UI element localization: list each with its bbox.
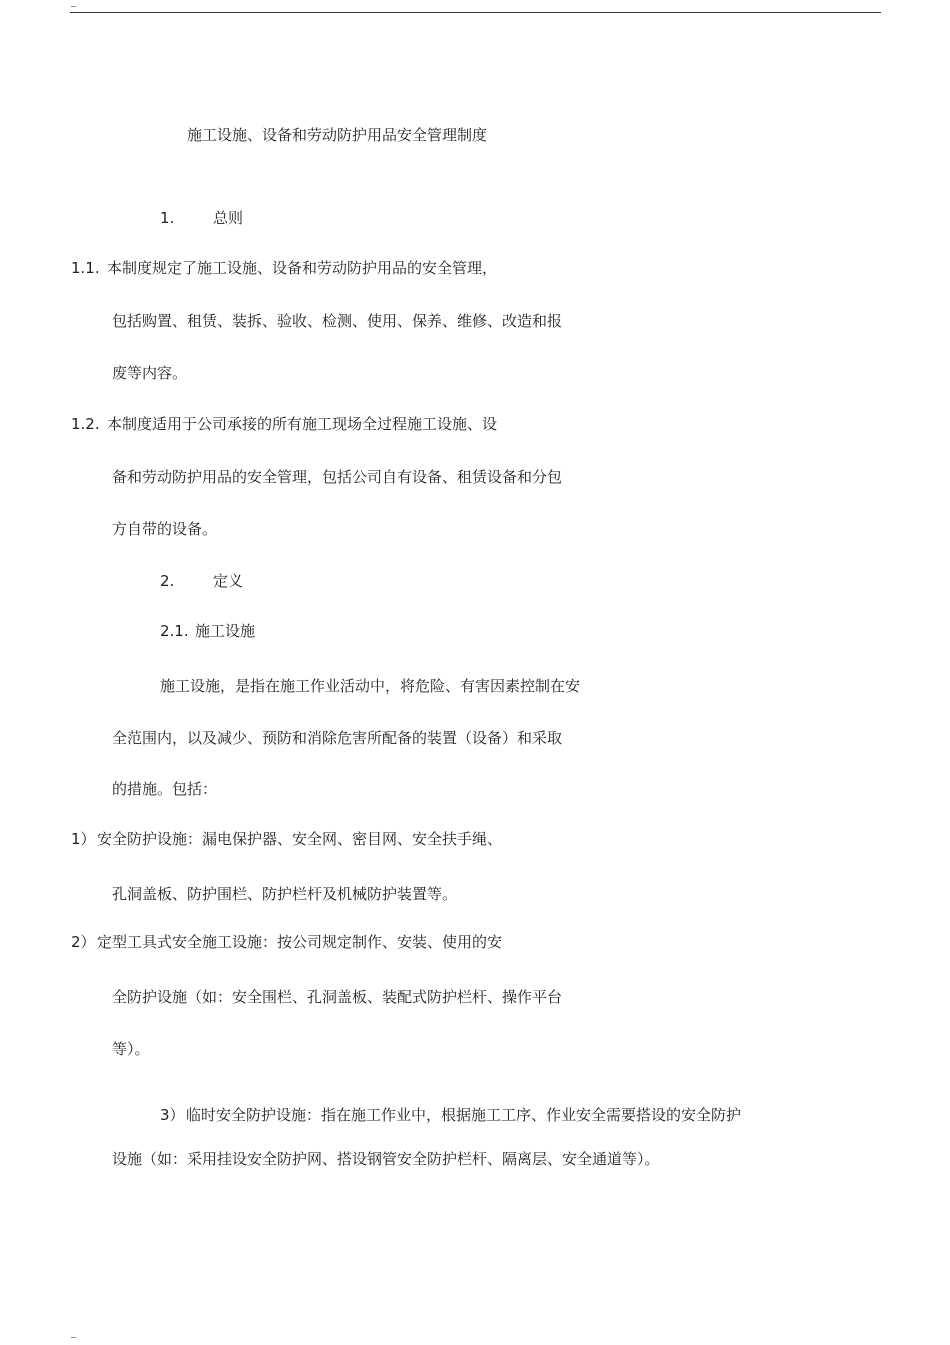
section-title: 总则 (213, 209, 244, 227)
definition-line-2: 全范围内，以及减少、预防和消除危害所配备的装置（设备）和采取 (112, 729, 563, 747)
section-1-heading (160, 208, 243, 228)
item-text: 安全防护设施：漏电保护器、安全网、密目网、安全扶手绳、 (97, 830, 503, 848)
clause-number: 1.1. (71, 259, 100, 277)
header-rule (70, 12, 881, 13)
item-number: 2） (71, 933, 96, 951)
list-item-1-line-1 (71, 829, 502, 849)
page-corner-mark-top (71, 6, 76, 7)
definition-line-1: 施工设施，是指在施工作业活动中，将危险、有害因素控制在安 (160, 677, 581, 695)
document-title: 施工设施、设备和劳动防护用品安全管理制度 (187, 126, 488, 144)
item-text: 临时安全防护设施：指在施工作业中，根据施工工序、作业安全需要搭设的安全防护 (186, 1106, 742, 1124)
clause-1-2-line-3: 方自带的设备。 (112, 520, 218, 538)
clause-1-2-line-2: 备和劳动防护用品的安全管理，包括公司自有设备、租赁设备和分包 (112, 468, 563, 486)
section-number: 1. (160, 209, 175, 227)
subsection-number: 2.1. (160, 622, 189, 640)
item-text: 定型工具式安全施工设施：按公司规定制作、安装、使用的安 (97, 933, 503, 951)
clause-1-1-line-3: 废等内容。 (112, 364, 188, 382)
list-item-3-line-2: 设施（如：采用挂设安全防护网、搭设钢管安全防护栏杆、隔离层、安全通道等）。 (112, 1150, 660, 1168)
clause-number: 1.2. (71, 415, 100, 433)
clause-text: 本制度适用于公司承接的所有施工现场全过程施工设施、设 (107, 415, 498, 433)
section-number: 2. (160, 572, 175, 590)
section-title: 定义 (213, 572, 244, 590)
item-number: 1） (71, 830, 96, 848)
definition-line-3: 的措施。包括： (112, 780, 218, 798)
clause-1-1-line-1 (71, 258, 497, 278)
list-item-3-line-1 (160, 1105, 741, 1125)
clause-1-1-line-2: 包括购置、租赁、装拆、验收、检测、使用、保养、维修、改造和报 (112, 312, 563, 330)
list-item-2-line-1 (71, 932, 502, 952)
list-item-2-line-2: 全防护设施（如：安全围栏、孔洞盖板、装配式防护栏杆、操作平台 (112, 988, 563, 1006)
clause-1-2-line-1 (71, 414, 497, 434)
list-item-2-line-3: 等）。 (112, 1040, 150, 1058)
item-number: 3） (160, 1106, 185, 1124)
clause-text: 本制度规定了施工设施、设备和劳动防护用品的安全管理， (107, 259, 498, 277)
list-item-1-line-2: 孔洞盖板、防护围栏、防护栏杆及机械防护装置等。 (112, 885, 458, 903)
subsection-title: 施工设施 (195, 622, 256, 640)
section-2-heading (160, 571, 243, 591)
page-corner-mark-bottom (71, 1337, 76, 1338)
subsection-2-1-heading (160, 621, 255, 641)
